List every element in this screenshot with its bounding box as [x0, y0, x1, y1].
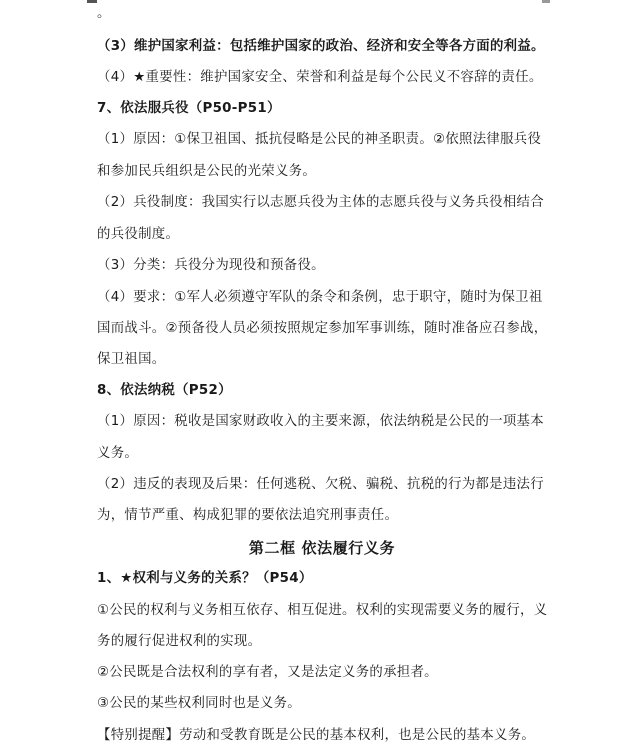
text-line: 义务。: [97, 446, 139, 461]
text-line: （3）分类：兵役分为现役和预备役。: [97, 258, 325, 273]
text-line: （4）★重要性：维护国家安全、荣誉和利益是每个公民义不容辞的责任。: [97, 70, 543, 85]
text-line: 务的履行促进权利的实现。: [97, 634, 262, 649]
text-line: （4）要求：①军人必须遵守军队的条令和条例，忠于职守，随时为保卫祖: [97, 290, 543, 305]
text-line: ③公民的某些权利同时也是义务。: [97, 696, 301, 711]
text-line: （2）兵役制度：我国实行以志愿兵役为主体的志愿兵役与义务兵役相结合: [97, 195, 544, 210]
section-heading: 1、★权利与义务的关系？（P54）: [97, 571, 313, 586]
text-line: ①公民的权利与义务相互依存、相互促进。权利的实现需要义务的履行，义: [97, 603, 548, 618]
text-line: ②公民既是合法权利的享有者，又是法定义务的承担者。: [97, 665, 438, 680]
text-line: 【特别提醒】劳动和受教育既是公民的基本权利，也是公民的基本义务。: [97, 728, 536, 743]
subsection-title: 第二框 依法履行义务: [248, 539, 396, 557]
text-line: 。: [97, 6, 111, 21]
text-line: 的兵役制度。: [97, 227, 180, 242]
text-line: （2）违反的表现及后果：任何逃税、欠税、骗税、抗税的行为都是违法行: [97, 477, 544, 492]
text-line: 保卫祖国。: [97, 352, 166, 367]
text-line: （1）原因：税收是国家财政收入的主要来源，依法纳税是公民的一项基本: [97, 414, 544, 429]
text-line: 为，情节严重、构成犯罪的要依法追究刑事责任。: [97, 508, 399, 523]
text-line: 和参加民兵组织是公民的光荣义务。: [97, 164, 317, 179]
text-line: （1）原因：①保卫祖国、抵抗侵略是公民的神圣职责。②依照法律服兵役: [97, 132, 542, 147]
page-corner-mark-right: [542, 0, 550, 3]
page-corner-mark-left: [87, 0, 97, 3]
text-line: 国而战斗。②预备役人员必须按照规定参加军事训练，随时准备应召参战，: [97, 321, 548, 336]
section-heading: 8、依法纳税（P52）: [97, 383, 232, 398]
section-heading: 7、依法服兵役（P50-P51）: [97, 101, 281, 116]
point-heading: （3）维护国家利益：包括维护国家的政治、经济和安全等各方面的利益。: [97, 39, 545, 54]
